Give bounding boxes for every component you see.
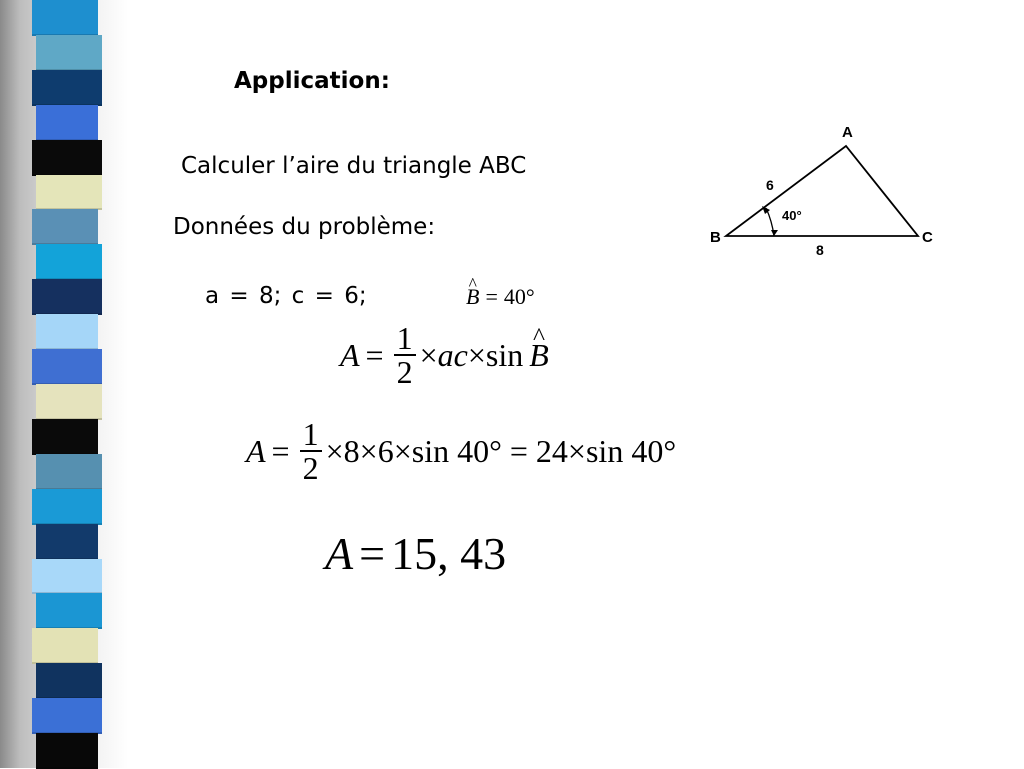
decorative-bar [32, 559, 102, 595]
decorative-bar [36, 524, 98, 560]
angle-symbol: ^ B [466, 284, 479, 310]
decorative-bar [36, 663, 102, 699]
decorative-bar [32, 279, 102, 315]
decorative-bar [32, 628, 98, 664]
slide-title: Application: [234, 68, 390, 94]
decorative-bar [36, 35, 102, 71]
sine-function: sin [485, 336, 524, 373]
equals-sign: = [271, 432, 290, 469]
decorative-bar [32, 70, 102, 106]
angle-value: 40° [503, 284, 535, 309]
times-sign: × [467, 336, 486, 373]
product-term: ac [437, 336, 468, 373]
one-half-fraction [394, 322, 416, 388]
decorative-bar [36, 384, 102, 420]
decorative-bar-strip [34, 0, 100, 768]
triangle-abc-figure [690, 118, 950, 263]
decorative-bar [36, 244, 102, 280]
one-half-fraction [300, 418, 322, 484]
side-ab-label: 6 [766, 177, 774, 193]
substituted-expression: ×8×6×sin 40° = 24×sin 40° [325, 432, 677, 469]
equals-sign: = [485, 284, 498, 309]
area-result [325, 527, 506, 580]
result-value: 15, 43 [391, 528, 507, 579]
decorative-bar [36, 314, 98, 350]
decorative-bar [36, 733, 98, 769]
decorative-bar [36, 454, 102, 490]
fraction-numerator: 1 [302, 416, 319, 452]
area-formula-general [340, 322, 549, 388]
given-values: a = 8; c = 6; [205, 283, 367, 309]
problem-instruction: Calculer l’aire du triangle ABC [181, 153, 527, 179]
area-symbol: A [340, 336, 360, 373]
area-symbol: A [325, 528, 354, 579]
times-sign: × [419, 336, 438, 373]
vertex-label-c: C [922, 229, 933, 246]
area-formula-substituted [246, 418, 676, 484]
decorative-bar [32, 698, 102, 734]
angle-arrow-head [762, 206, 770, 214]
decorative-bar [32, 140, 102, 176]
equals-sign: = [365, 336, 384, 373]
triangle-outline [726, 146, 918, 236]
given-data-label: Données du problème: [173, 214, 436, 240]
angle-b-equation [466, 284, 535, 310]
fraction-denominator: 2 [394, 354, 416, 388]
vertex-label-a: A [842, 124, 853, 141]
decorative-bar [36, 105, 98, 141]
equals-sign: = [359, 528, 386, 579]
decorative-bar [32, 209, 98, 245]
decorative-bar [36, 593, 102, 629]
decorative-bar [32, 0, 98, 36]
area-symbol: A [246, 432, 266, 469]
fraction-denominator: 2 [300, 450, 322, 484]
side-bc-label: 8 [816, 242, 824, 258]
decorative-bar [32, 349, 102, 385]
decorative-bar [32, 419, 98, 455]
angle-symbol: ^ B [529, 337, 549, 374]
decorative-bar [36, 175, 102, 211]
vertex-label-b: B [710, 229, 721, 246]
angle-b-label: 40° [782, 208, 802, 223]
fraction-numerator: 1 [396, 320, 413, 356]
decorative-bar [32, 489, 102, 525]
